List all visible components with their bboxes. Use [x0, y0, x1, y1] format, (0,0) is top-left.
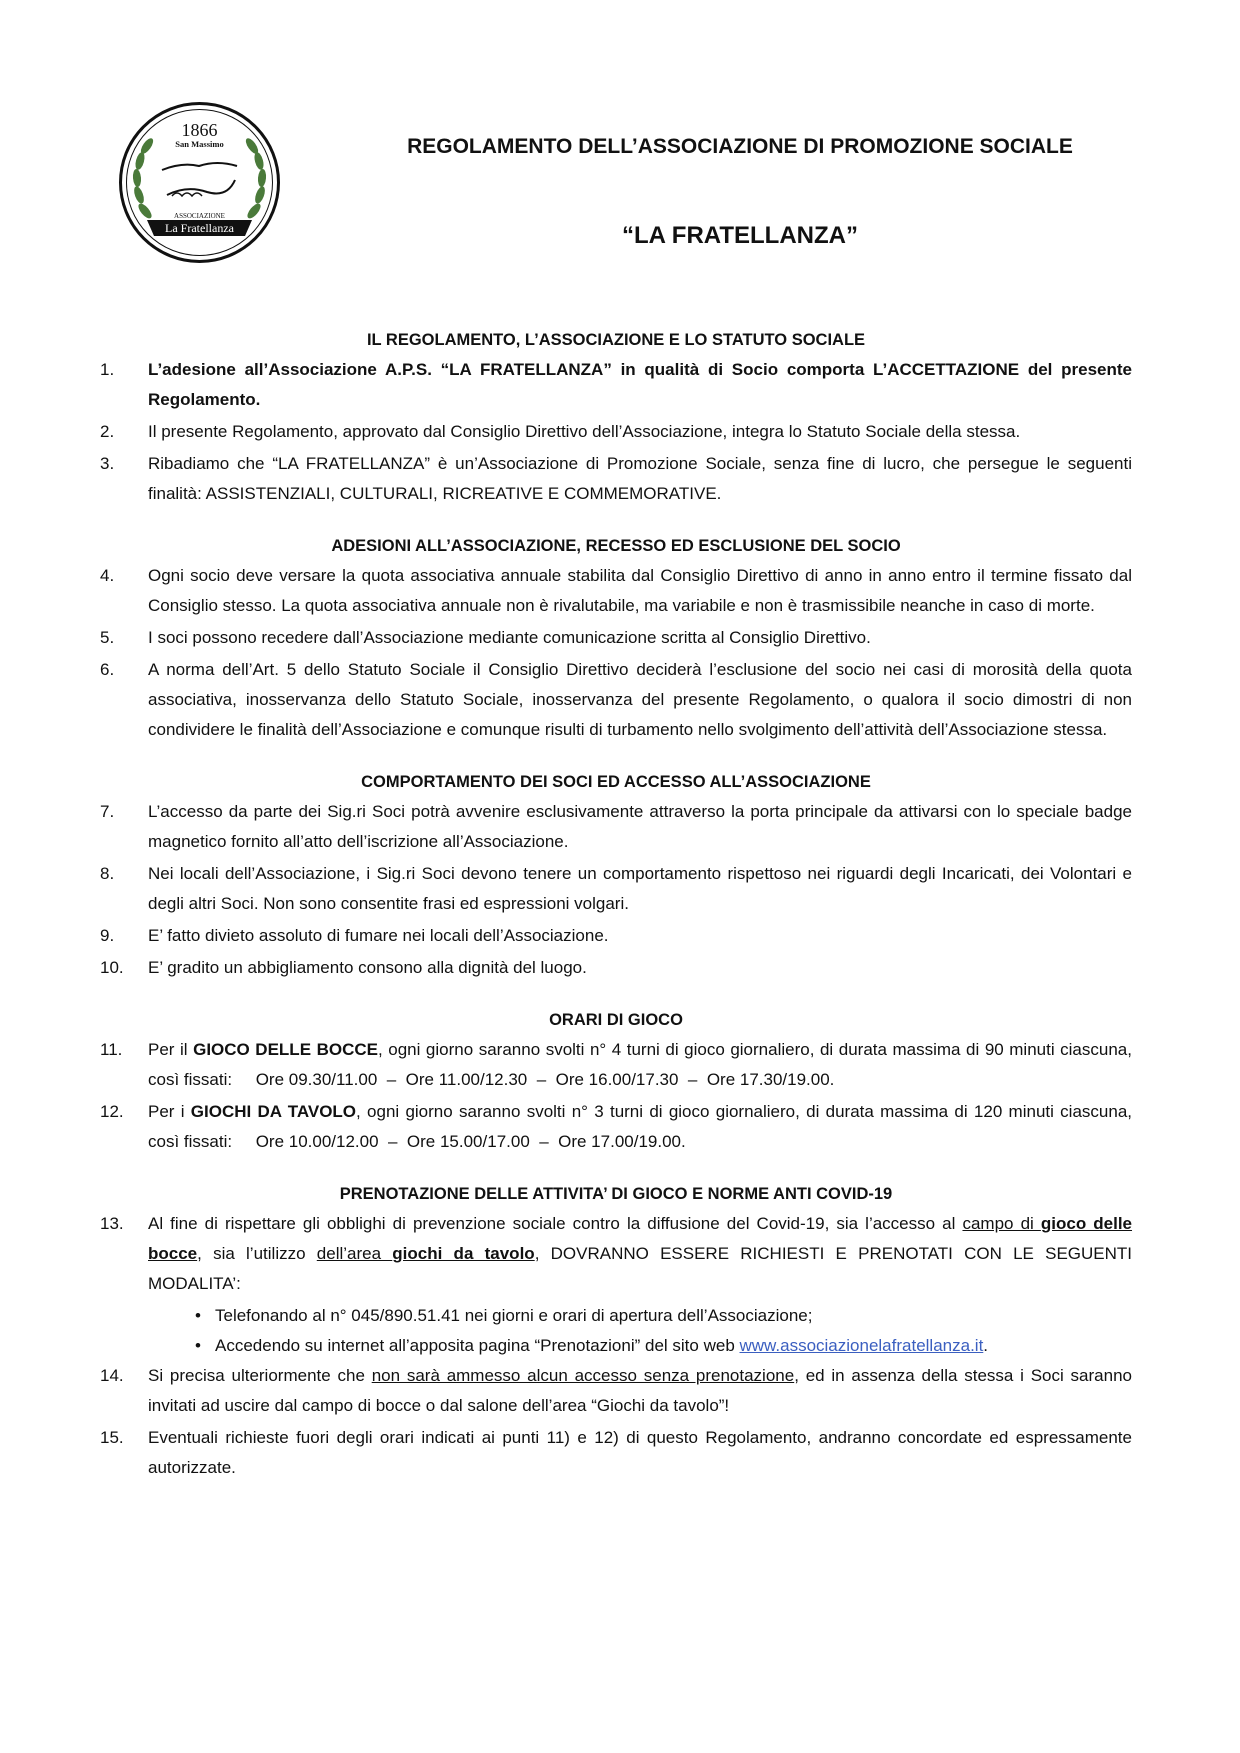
text-run: Si precisa ulteriormente che	[148, 1366, 372, 1385]
article-text: Nei locali dell’Associazione, i Sig.ri Soci devono tenere un comportamento rispettoso nei riguardi degli Incaricati, dei Volontari e degli altri Soci. Non sono consentite frasi ed espressioni volgari.	[148, 864, 1132, 913]
text-run: , ed in assenza della stessa i Soci saranno invitati ad uscire dal campo di bocce o dal salone dell’area “Giochi da tavolo”!	[148, 1366, 1132, 1415]
text-run: .	[983, 1336, 989, 1355]
article-10	[100, 953, 1132, 983]
article-15	[100, 1423, 1132, 1483]
article-text: Il presente Regolamento, approvato dal Consiglio Direttivo dell’Associazione, integra lo Statuto Sociale della stessa.	[148, 422, 1021, 441]
article-text	[148, 1361, 1132, 1421]
handshake-emblem-icon	[117, 100, 282, 265]
underlined-text: dell’area	[316, 1244, 393, 1263]
article-text	[148, 1097, 1132, 1157]
article-number: 1.	[100, 360, 115, 379]
svg-text:1866: 1866	[181, 120, 218, 140]
booking-method-phone	[195, 1301, 1132, 1331]
article-text	[148, 1035, 1132, 1095]
section-heading: IL REGOLAMENTO, L’ASSOCIAZIONE E LO STATUTO SOCIALE	[366, 331, 866, 349]
article-3	[100, 449, 1132, 509]
svg-text:ASSOCIAZIONE: ASSOCIAZIONE	[174, 212, 225, 220]
article-number: 5.	[100, 628, 115, 647]
association-logo	[117, 100, 282, 265]
article-text: L’adesione all’Associazione A.P.S. “LA FRATELLANZA” in qualità di Socio comporta L’ACCETTAZIONE del presente Regolamento.	[148, 360, 1132, 409]
article-11	[100, 1035, 1132, 1095]
board-games-label: GIOCHI DA TAVOLO	[190, 1102, 357, 1121]
article-number: 14.	[100, 1366, 124, 1385]
document-subtitle: “LA FRATELLANZA”	[622, 222, 858, 249]
text-run: , ogni giorno saranno svolti n° 3 turni di gioco giornaliero, di durata massima di 120 minuti ciascuna, così fissati: Ore 10.00/12.00 – Ore 15.00/17.00 – Ore 17.00/19.00.	[148, 1102, 1132, 1151]
board-games-area-label: giochi da tavolo	[392, 1244, 535, 1263]
article-number: 9.	[100, 926, 115, 945]
section-heading: PRENOTAZIONE DELLE ATTIVITA’ DI GIOCO E NORME ANTI COVID-19	[339, 1185, 893, 1203]
article-number: 7.	[100, 802, 115, 821]
text-run: , sia l’utilizzo	[197, 1244, 317, 1263]
section-heading: ADESIONI ALL’ASSOCIAZIONE, RECESSO ED ESCLUSIONE DEL SOCIO	[331, 537, 901, 555]
svg-text:La Fratellanza: La Fratellanza	[165, 221, 234, 235]
article-number: 15.	[100, 1428, 124, 1447]
article-text: Ribadiamo che “LA FRATELLANZA” è un’Associazione di Promozione Sociale, senza fine di lucro, che persegue le seguenti finalità: ASSISTENZIALI, CULTURALI, RICREATIVE E COMMEMORATIVE.	[148, 454, 1132, 503]
bullet-text: Accedendo su internet all’apposita pagina “Prenotazioni” del sito web	[215, 1336, 740, 1355]
document-title: REGOLAMENTO DELL’ASSOCIAZIONE DI PROMOZIONE SOCIALE	[407, 135, 1073, 158]
article-9	[100, 921, 1132, 951]
article-4	[100, 561, 1132, 621]
text-run: Per il	[148, 1040, 194, 1059]
article-12	[100, 1097, 1132, 1157]
article-number: 13.	[100, 1214, 124, 1233]
article-number: 4.	[100, 566, 115, 585]
article-text: I soci possono recedere dall’Associazione mediante comunicazione scritta al Consiglio Direttivo.	[148, 628, 871, 647]
article-number: 8.	[100, 864, 115, 883]
bullet-text: Telefonando al n° 045/890.51.41 nei giorni e orari di apertura dell’Associazione;	[215, 1306, 813, 1325]
section-heading: COMPORTAMENTO DEI SOCI ED ACCESSO ALL’ASSOCIAZIONE	[361, 773, 871, 791]
booking-methods-list	[100, 1301, 1132, 1361]
article-text	[148, 1209, 1132, 1299]
article-text: A norma dell’Art. 5 dello Statuto Sociale il Consiglio Direttivo deciderà l’esclusione del socio nei casi di morosità della quota associativa, inosservanza dello Statuto Sociale, inosservanza del presente Regolamento, o qualora il socio dimostri di non condividere le finalità dell’Associazione e comunque risulti di turbamento nello svolgimento dell’attività dell’Associazione stessa.	[148, 660, 1132, 739]
article-1	[100, 355, 1132, 415]
text-run: Al fine di rispettare gli obblighi di prevenzione sociale contro la diffusione del Covid-19, sia l’accesso al	[148, 1214, 963, 1233]
underlined-text: campo di	[962, 1214, 1041, 1233]
article-number: 10.	[100, 958, 124, 977]
website-link[interactable]: www.associazionelafratellanza.it	[739, 1336, 984, 1355]
text-run: Per i	[148, 1102, 191, 1121]
article-number: 6.	[100, 660, 115, 679]
article-13	[100, 1209, 1132, 1299]
regulation-body	[100, 325, 1132, 1485]
article-number: 3.	[100, 454, 115, 473]
booking-method-web	[195, 1331, 1132, 1361]
article-8	[100, 859, 1132, 919]
article-text: Eventuali richieste fuori degli orari indicati ai punti 11) e 12) di questo Regolamento, andranno concordate ed espressamente autorizzate.	[148, 1428, 1132, 1477]
bocce-court-label: gioco delle bocce	[148, 1214, 1133, 1263]
section-heading: ORARI DI GIOCO	[549, 1011, 683, 1029]
article-text: E’ gradito un abbigliamento consono alla dignità del luogo.	[148, 958, 587, 977]
svg-text:San Massimo: San Massimo	[175, 139, 224, 149]
article-6	[100, 655, 1132, 745]
bocce-label: GIOCO DELLE BOCCE	[193, 1040, 378, 1059]
article-text: E’ fatto divieto assoluto di fumare nei locali dell’Associazione.	[148, 926, 609, 945]
text-run: , ogni giorno saranno svolti n° 4 turni di gioco giornaliero, di durata massima di 90 minuti ciascuna, così fissati: Ore 09.30/11.00 – Ore 11.00/12.30 – Ore 16.00/17.30 – Ore 17.30/19.00.	[148, 1040, 1132, 1089]
article-14	[100, 1361, 1132, 1421]
article-2	[100, 417, 1132, 447]
text-run: , DOVRANNO ESSERE RICHIESTI E PRENOTATI CON LE SEGUENTI MODALITA’:	[148, 1244, 1133, 1293]
underlined-text: non sarà ammesso alcun accesso senza prenotazione	[371, 1366, 795, 1385]
article-7	[100, 797, 1132, 857]
article-number: 12.	[100, 1102, 124, 1121]
article-text: L’accesso da parte dei Sig.ri Soci potrà avvenire esclusivamente attraverso la porta principale da attivarsi con lo speciale badge magnetico fornito all’atto dell’iscrizione all’Associazione.	[148, 802, 1132, 851]
article-number: 11.	[100, 1040, 123, 1059]
article-text: Ogni socio deve versare la quota associativa annuale stabilita dal Consiglio Direttivo di anno in anno entro il termine fissato dal Consiglio stesso. La quota associativa annuale non è rivalutabile, ma variabile e non è trasmissibile neanche in caso di morte.	[148, 566, 1132, 615]
article-number: 2.	[100, 422, 115, 441]
article-5	[100, 623, 1132, 653]
